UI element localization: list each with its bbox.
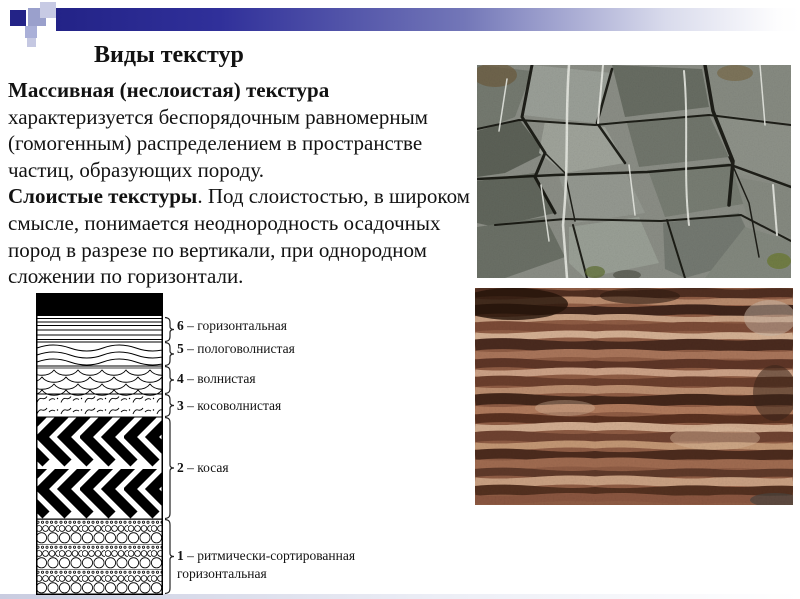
diagram-label-5: 5 – пологоволнистая bbox=[177, 341, 295, 356]
brace-icon-5 bbox=[165, 343, 174, 366]
paragraph-lead-bold: Слоистые текстуры bbox=[8, 184, 198, 209]
diagram-label-4: 4 – волнистая bbox=[177, 371, 256, 386]
massive-rock-image bbox=[477, 65, 791, 278]
diagram-label-1: 1 – ритмически-сортированная горизонтальная bbox=[177, 548, 356, 581]
diagram-label-3: 3 – косоволнистая bbox=[177, 398, 282, 413]
decor-square-small bbox=[25, 26, 37, 38]
section-wavy bbox=[36, 368, 180, 395]
paragraph-lead-bold: Массивная (неслоистая) текстура bbox=[8, 78, 330, 102]
diagram-label-2: 2 – косая bbox=[177, 460, 229, 475]
brace-icon-6 bbox=[165, 318, 174, 342]
stratification-diagram bbox=[36, 293, 180, 599]
header-gradient-bar bbox=[56, 8, 800, 31]
paragraph-layered-texture: Слоистые текстуры. Под слоистостью, в широком смысле, понимается неоднородность осадочных пород в разрезе по вертикали, при однородном сложении по горизонтали. bbox=[8, 184, 470, 289]
brace-icons bbox=[165, 318, 174, 594]
section-oblique-wavy bbox=[38, 395, 162, 418]
layered-rock-image bbox=[475, 288, 793, 505]
decor-square-light bbox=[40, 2, 56, 18]
layered-texture-photo bbox=[475, 288, 793, 505]
diagram-label-6: 6 – горизонтальная bbox=[177, 318, 287, 333]
massive-texture-photo bbox=[477, 65, 791, 278]
page-title: Виды текстур bbox=[94, 42, 244, 68]
section-cap bbox=[38, 295, 162, 317]
brace-icon-4 bbox=[165, 367, 174, 394]
brace-icon-3 bbox=[165, 395, 174, 417]
decor-square-navy bbox=[10, 10, 26, 26]
brace-icon-1 bbox=[165, 520, 174, 594]
column-sections bbox=[36, 295, 180, 595]
body-text bbox=[8, 77, 470, 290]
brace-icon-2 bbox=[165, 418, 174, 519]
decor-square-tiny bbox=[27, 38, 36, 47]
section-rhythmic bbox=[38, 519, 162, 594]
section-oblique bbox=[38, 417, 162, 519]
section-horizontal bbox=[38, 319, 162, 340]
section-gently-wavy bbox=[37, 345, 169, 365]
paragraph-massive-texture: Массивная (неслоистая) текстура характеризуется беспорядочным равномерным (гомогенным) распределением в пространстве частиц, образующих породу. bbox=[8, 78, 428, 182]
